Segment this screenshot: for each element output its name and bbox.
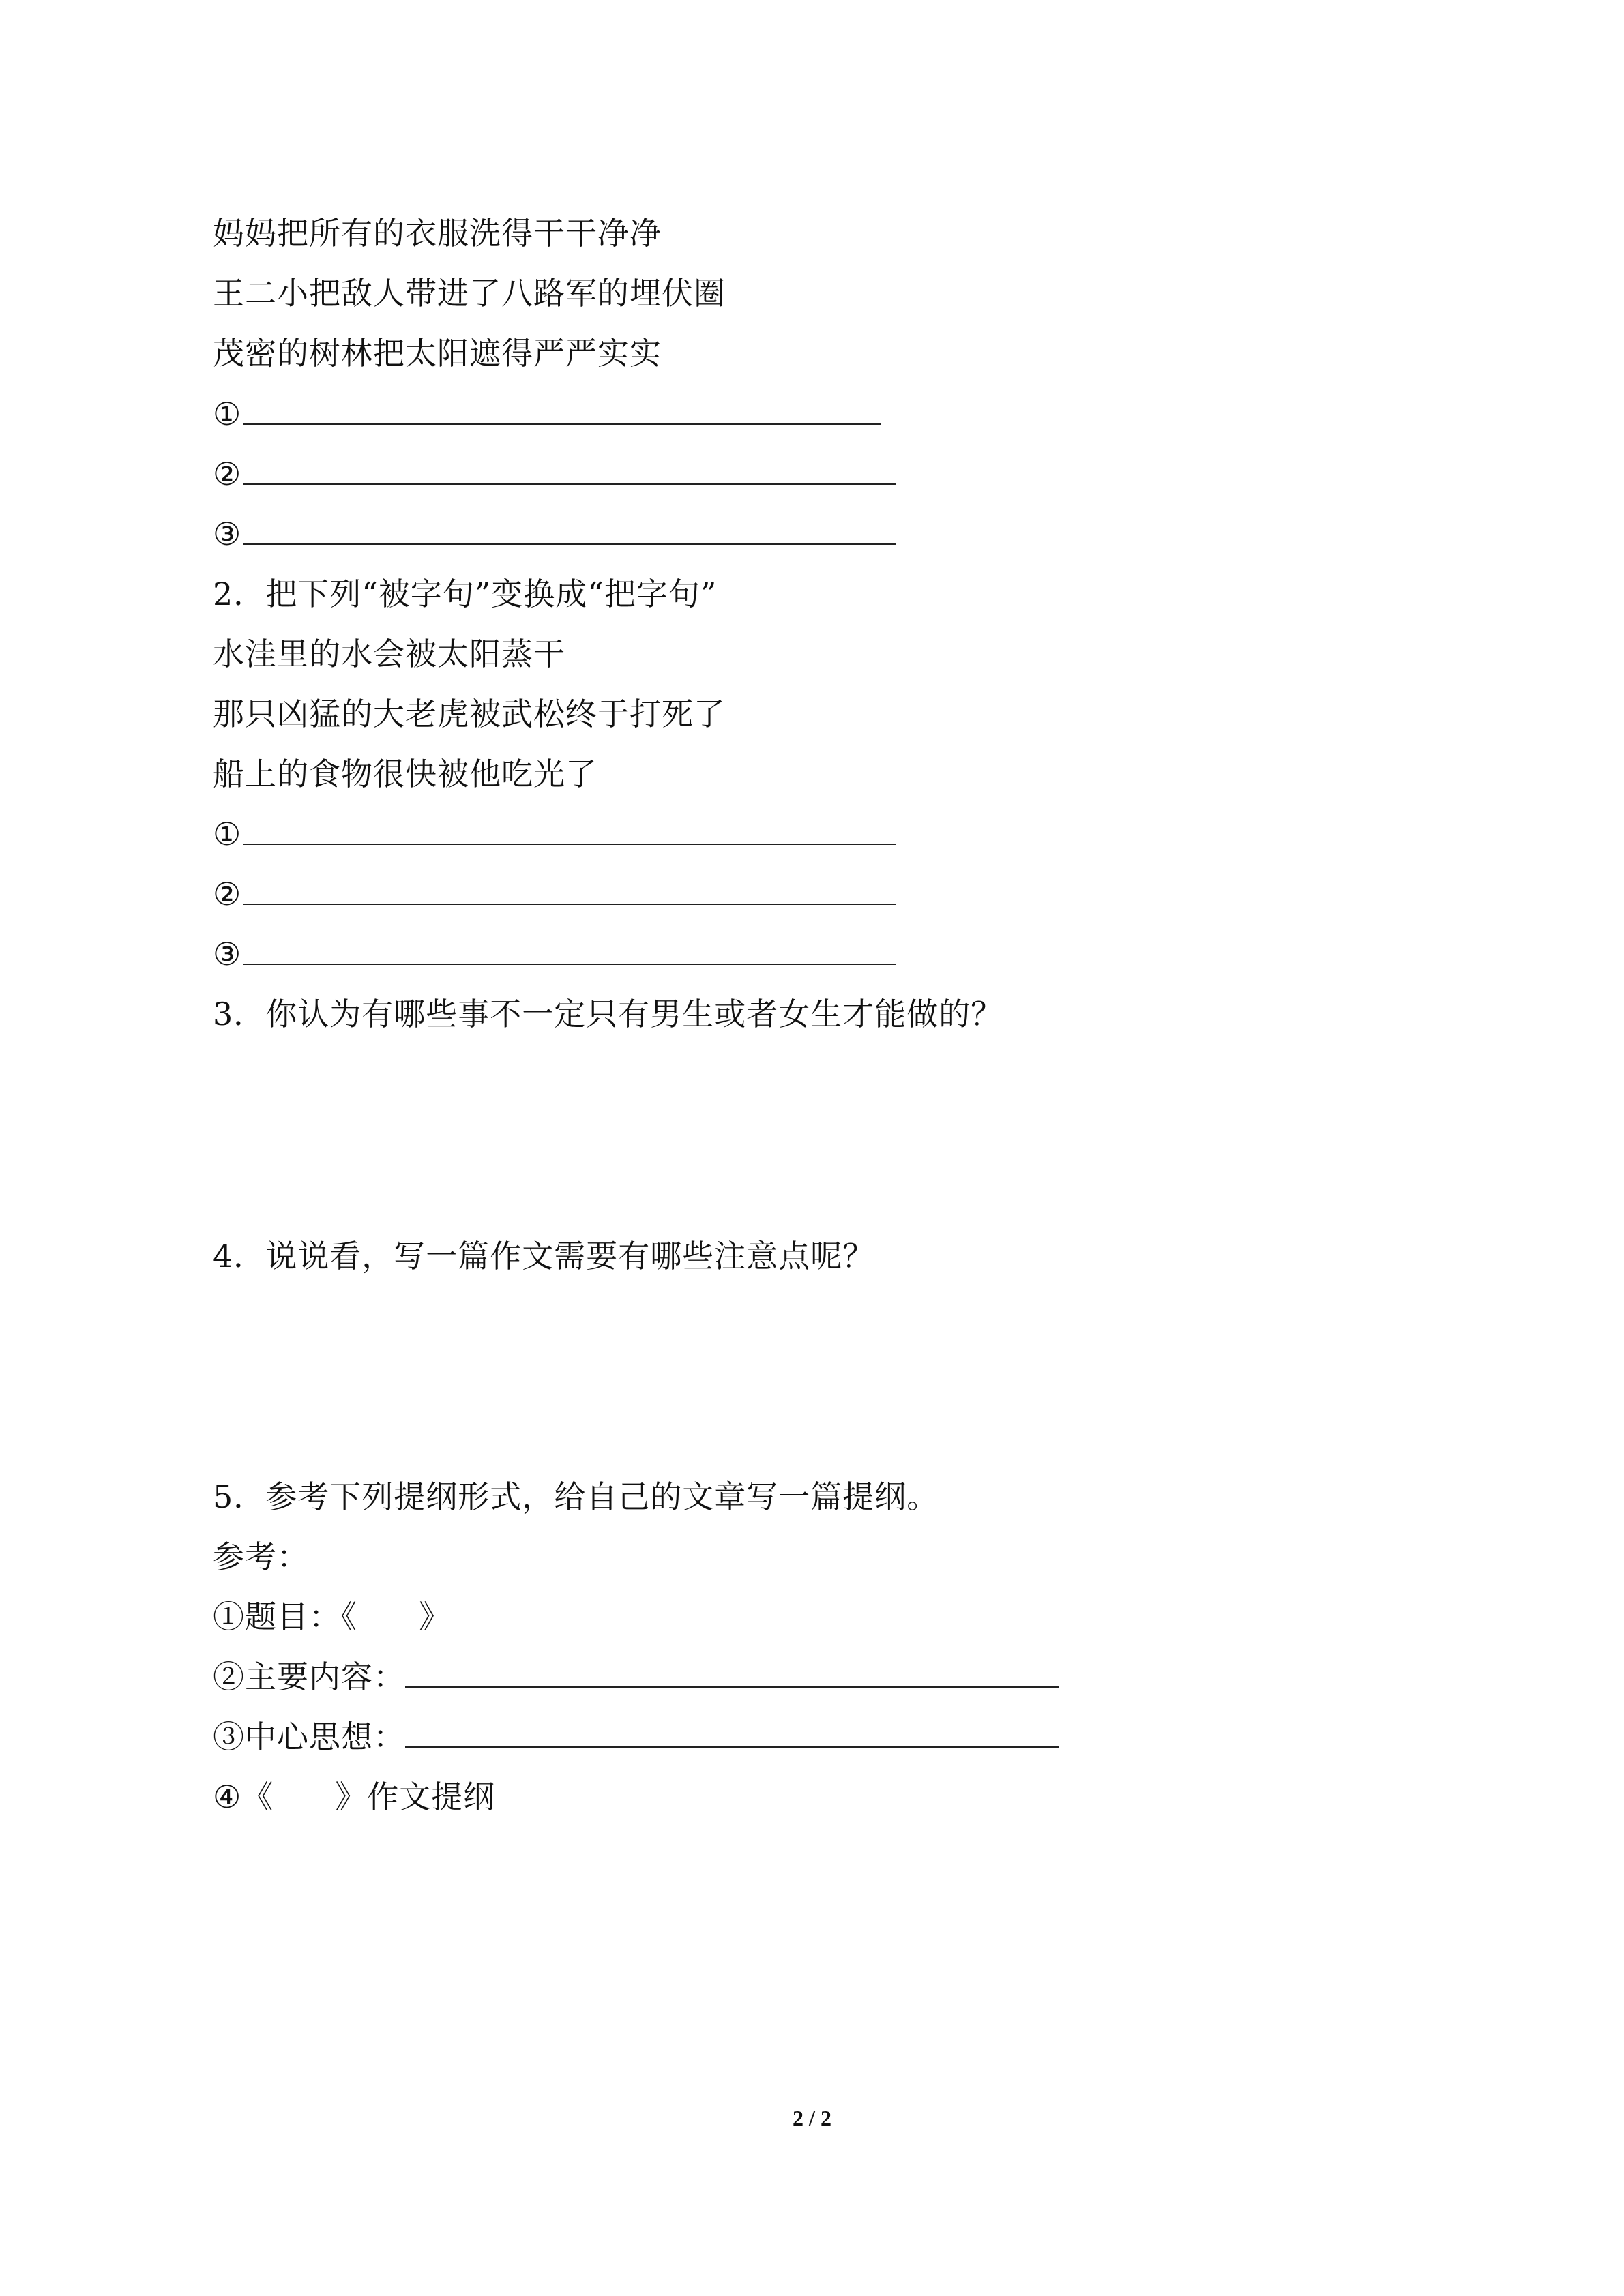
q1-answer-blank-2[interactable] [243,453,896,485]
q2-sentence-2: 那只凶猛的大老虎被武松终于打死了 [213,696,726,732]
q2-answer-line-1[interactable] [213,814,896,854]
q2-answer-marker-1: ① [213,816,242,852]
q2-answer-marker-3: ③ [213,936,242,972]
q1-answer-line-3[interactable] [213,513,896,554]
q1-sentence-2: 王二小把敌人带进了八路军的埋伏圈 [213,275,726,312]
q5-theme-blank[interactable] [405,1716,1059,1748]
q5-content-line [213,1656,1059,1697]
q1-answer-marker-2: ② [213,456,242,492]
q2-answer-line-3[interactable] [213,934,896,974]
q2-answer-blank-2[interactable] [243,874,896,905]
q5-outline-line [213,1776,495,1817]
q1-sentence-1: 妈妈把所有的衣服洗得干干净净 [213,215,662,252]
q4-prompt: 4．说说看，写一篇作文需要有哪些注意点呢？ [213,1238,875,1274]
q2-answer-blank-3[interactable] [243,934,896,965]
q5-title-line [213,1596,451,1637]
q5-theme-line [213,1716,1059,1757]
q2-prompt: 2．把下列“被字句”变换成“把字句” [213,576,718,612]
q5-title-prefix: ①题目：《 [213,1598,357,1635]
q1-answer-line-2[interactable] [213,453,896,494]
q1-answer-marker-1: ① [213,396,242,432]
q2-sentence-3: 船上的食物很快被他吃光了 [213,756,597,792]
q1-answer-line-1[interactable] [213,393,881,434]
q5-content-blank[interactable] [405,1656,1059,1688]
q5-theme-label: ③中心思想： [213,1718,405,1755]
q1-answer-blank-1[interactable] [243,393,881,425]
q1-sentence-3: 茂密的树林把太阳遮得严严实实 [213,335,662,372]
q5-prompt: 5．参考下列提纲形式，给自己的文章写一篇提纲。 [213,1478,939,1515]
page-number: 2 / 2 [793,2106,831,2130]
q5-title-suffix: 》 [419,1598,451,1635]
q2-sentence-1: 水洼里的水会被太阳蒸干 [213,636,565,672]
q2-answer-line-2[interactable] [213,874,896,914]
q3-prompt: 3．你认为有哪些事不一定只有男生或者女生才能做的？ [213,996,1003,1032]
q5-content-label: ②主要内容： [213,1658,405,1695]
q1-answer-blank-3[interactable] [243,513,896,545]
q5-reference-label: 参考： [213,1538,309,1575]
q5-outline-prefix: ④《 [213,1778,274,1815]
q2-answer-marker-2: ② [213,876,242,912]
q1-answer-marker-3: ③ [213,516,242,552]
q2-answer-blank-1[interactable] [243,814,896,845]
q5-outline-suffix: 》作文提纲 [335,1778,496,1815]
